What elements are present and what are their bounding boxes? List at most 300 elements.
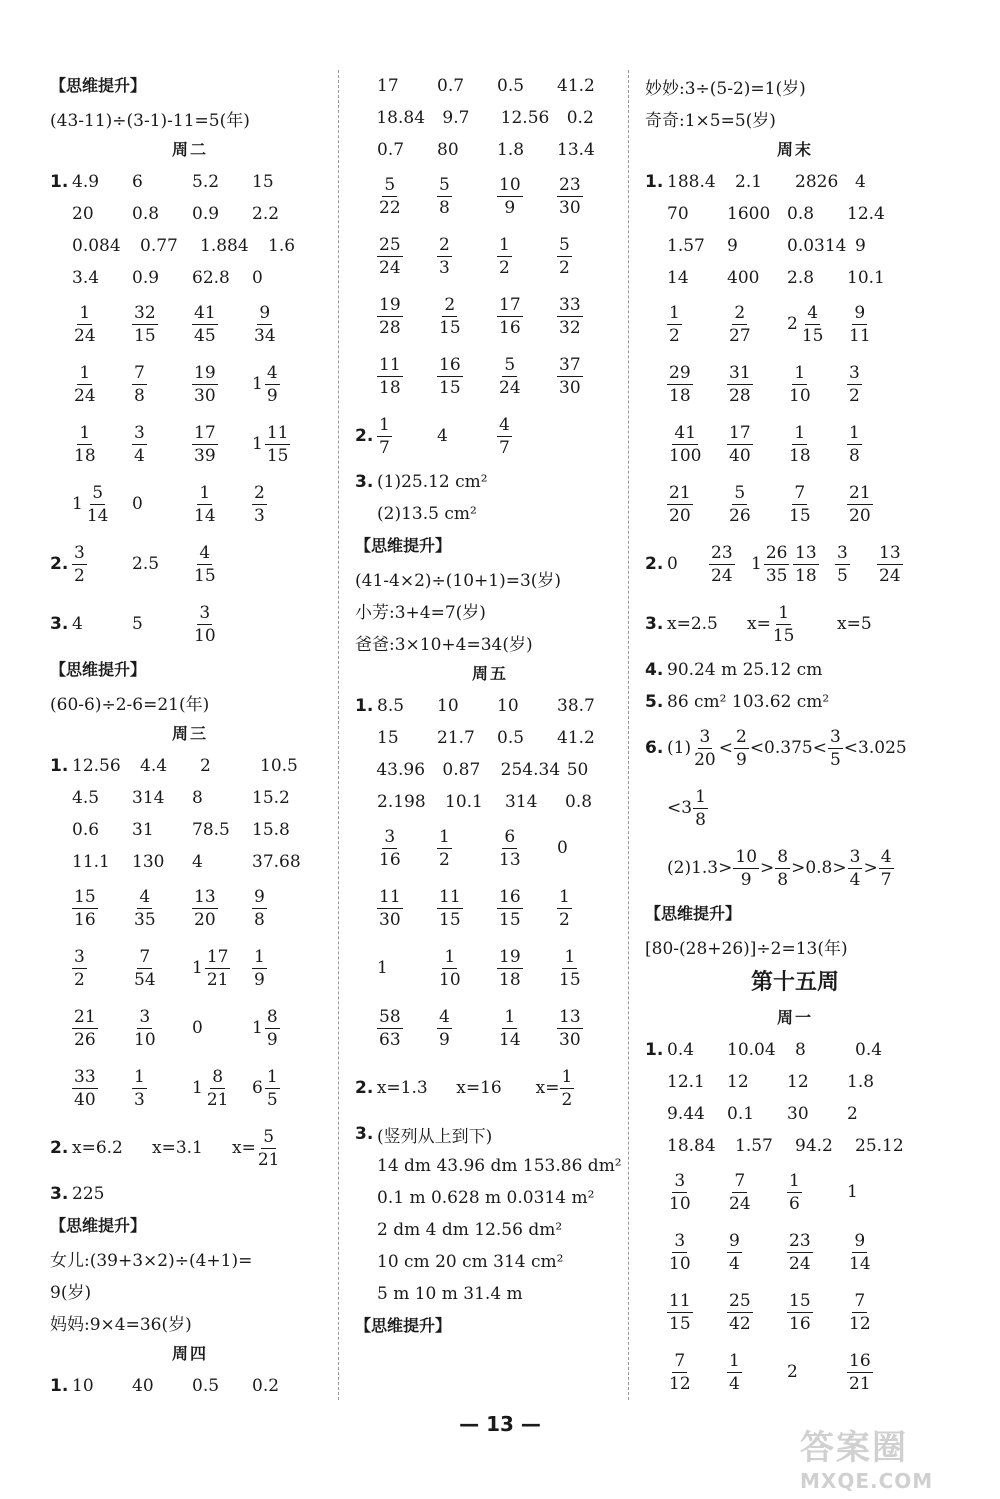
answer-cell — [192, 886, 252, 931]
answer-value: 0.5 — [497, 728, 525, 748]
answer-row — [645, 230, 945, 262]
answer-row — [50, 262, 330, 294]
answer-text: <0.375< — [749, 738, 827, 758]
answer-text: [80-(28+26)]÷2=13(年) — [645, 938, 848, 959]
answer-value: 314 — [132, 788, 165, 808]
fraction — [377, 354, 403, 399]
numerator: 1 — [669, 302, 680, 323]
fraction — [667, 422, 703, 467]
fraction — [252, 302, 278, 347]
answer-row — [645, 1282, 945, 1342]
numerator: 1 — [561, 1066, 573, 1087]
numerator: 5 — [559, 234, 570, 255]
answer-cell — [437, 1006, 497, 1051]
fraction — [787, 422, 813, 467]
section-heading: 【思维提升】 — [50, 1216, 147, 1235]
answer-cell — [847, 1230, 907, 1275]
denominator: 8 — [695, 809, 706, 830]
answer-row — [50, 846, 330, 878]
question-number: 1. — [50, 172, 69, 192]
answer-text: 0.1 m 0.628 m 0.0314 m² — [377, 1188, 595, 1208]
answer-cell — [847, 422, 907, 467]
answer-text: 1 — [847, 1182, 858, 1202]
answer-value — [192, 482, 218, 527]
answer-value — [667, 422, 703, 467]
answer-value: 4.4 — [140, 756, 168, 776]
numerator: 5 — [92, 482, 104, 503]
answer-cell — [72, 542, 132, 587]
answer-value — [847, 482, 873, 527]
answer-value — [497, 886, 523, 931]
answer-cell — [667, 614, 747, 634]
fraction — [847, 302, 873, 347]
denominator: 40 — [74, 1089, 96, 1110]
numerator: 29 — [669, 362, 691, 383]
denominator: 30 — [194, 385, 216, 406]
answer-value: 10.5 — [260, 756, 298, 776]
fraction — [192, 886, 218, 931]
answer-value: 31 — [132, 820, 154, 840]
answer-value — [727, 1290, 753, 1335]
fraction — [709, 542, 735, 587]
answer-cell — [377, 958, 437, 978]
numerator: 37 — [559, 354, 581, 375]
question-number: 3. — [355, 472, 374, 492]
answer-text: (41-4×2)÷(10+1)=3(岁) — [355, 570, 562, 591]
answer-value: 254.34 — [500, 760, 561, 780]
fraction — [727, 422, 753, 467]
answer-cell — [252, 886, 312, 931]
answer-cell — [377, 1078, 456, 1098]
answer-value: 4 — [855, 172, 866, 192]
answer-line — [355, 1150, 625, 1182]
answer-value — [377, 1078, 428, 1098]
question-number: 5. — [645, 692, 664, 712]
answer-value — [877, 542, 903, 587]
question-number: 6. — [645, 738, 664, 758]
fraction — [727, 302, 753, 347]
answer-value — [878, 846, 895, 891]
answer-text: (43-11)÷(3-1)-11=5(年) — [50, 110, 250, 131]
fraction — [847, 422, 862, 467]
answer-cell — [787, 302, 847, 347]
denominator: 34 — [254, 325, 276, 346]
numerator: 3 — [74, 946, 85, 967]
answer-value — [787, 362, 813, 407]
answer-text: 2 — [787, 1362, 798, 1382]
answer-value: 3.4 — [72, 268, 100, 288]
answer-cell — [787, 1170, 847, 1215]
answer-row — [645, 1034, 945, 1066]
answer-row — [50, 1058, 330, 1118]
answer-row — [355, 166, 625, 226]
answer-row — [50, 782, 330, 814]
denominator: 30 — [379, 909, 401, 930]
denominator: 9 — [266, 385, 278, 406]
answer-value — [847, 1350, 873, 1395]
answer-text: (1) — [667, 738, 692, 758]
fraction — [437, 886, 463, 931]
answer-value: 8 — [192, 788, 203, 808]
fraction — [265, 422, 291, 467]
day-heading: 周五 — [471, 664, 508, 683]
denominator: 2 — [499, 257, 510, 278]
answer-value — [132, 422, 147, 467]
answer-value: 12 — [787, 1072, 809, 1092]
denominator: 24 — [879, 565, 901, 586]
fraction — [72, 946, 87, 991]
numerator: 11 — [439, 886, 461, 907]
fraction — [72, 1066, 98, 1111]
answer-value — [252, 1066, 280, 1111]
answer-cell — [497, 354, 557, 399]
answer-value: 0.7 — [377, 140, 405, 160]
answer-value: 0.9 — [192, 204, 220, 224]
answer-row — [50, 1370, 330, 1402]
answer-cell — [847, 1350, 907, 1395]
fraction — [265, 1006, 280, 1051]
answer-value — [377, 414, 392, 459]
answer-value — [667, 798, 692, 818]
fraction — [265, 1066, 280, 1111]
denominator: 14 — [86, 505, 109, 526]
numerator: 3 — [134, 422, 145, 443]
fraction — [727, 362, 753, 407]
answer-cell — [437, 826, 497, 871]
fraction — [72, 886, 98, 931]
answer-cell — [192, 1018, 252, 1038]
fraction — [771, 602, 797, 647]
numerator: 1 — [444, 946, 456, 967]
answer-value: 0.0314 — [787, 236, 847, 256]
answer-value: 20 — [72, 204, 94, 224]
denominator: 30 — [559, 377, 581, 398]
denominator: 30 — [559, 1029, 581, 1050]
answer-cell — [192, 362, 252, 407]
answer-cell — [132, 1066, 192, 1111]
answer-line — [355, 1278, 625, 1310]
answer-cell — [72, 422, 132, 467]
answer-text: (2)13.5 cm² — [377, 504, 477, 524]
answer-value: 10 — [437, 696, 459, 716]
answer-line — [50, 1274, 330, 1306]
numerator: 19 — [499, 946, 521, 967]
answer-value: 0.7 — [437, 76, 465, 96]
answer-value: 2.198 — [377, 792, 426, 812]
answer-row — [645, 1342, 945, 1402]
numerator: 2 — [734, 302, 746, 323]
answer-cell — [497, 174, 557, 219]
answer-value — [847, 362, 862, 407]
answer-row — [355, 690, 625, 722]
answer-cell — [557, 354, 617, 399]
answer-value — [557, 294, 583, 339]
mixed-whole: 1 — [72, 494, 83, 514]
mixed-whole: 1 — [252, 434, 263, 454]
denominator: 20 — [849, 505, 871, 526]
answer-value — [747, 602, 796, 647]
numerator: 8 — [266, 1006, 278, 1027]
mixed-whole: 1 — [252, 374, 263, 394]
mixed-whole: 6 — [252, 1078, 263, 1098]
answer-value: 0.2 — [566, 108, 594, 128]
numerator: 21 — [849, 482, 871, 503]
day-heading: 周二 — [171, 140, 208, 159]
numerator: 4 — [139, 886, 151, 907]
answer-value: 8 — [795, 1040, 806, 1060]
answer-line — [355, 562, 625, 594]
answer-row — [355, 818, 625, 878]
numerator: 13 — [879, 542, 901, 563]
question-number: 2. — [50, 554, 69, 574]
answer-row — [645, 1098, 945, 1130]
answer-cell — [192, 1066, 252, 1111]
denominator: 22 — [379, 197, 401, 218]
answer-value — [132, 886, 158, 931]
mixed-whole: 2 — [787, 314, 798, 334]
numerator: 32 — [134, 302, 156, 323]
answer-value: 2 — [847, 1104, 858, 1124]
section-heading: 【思维提升】 — [355, 536, 452, 555]
mixed-whole: 1 — [192, 958, 203, 978]
numerator: 4 — [266, 362, 278, 383]
numerator: 31 — [729, 362, 751, 383]
answer-value: 0.5 — [192, 1376, 220, 1396]
numerator: 23 — [559, 174, 581, 195]
answer-cell — [456, 1078, 535, 1098]
answer-value — [774, 846, 791, 891]
answer-text: 0 — [667, 554, 678, 574]
answer-cell — [192, 602, 252, 647]
answer-row — [355, 998, 625, 1058]
numerator: 7 — [139, 946, 151, 967]
fraction — [557, 1006, 583, 1051]
numerator: 16 — [849, 1350, 871, 1371]
answer-row — [50, 998, 330, 1058]
numerator: 3 — [384, 826, 396, 847]
denominator: 7 — [880, 869, 892, 890]
numerator: 6 — [504, 826, 516, 847]
answer-value: 62.8 — [192, 268, 230, 288]
answer-value — [377, 294, 403, 339]
answer-value — [192, 302, 218, 347]
denominator: 3 — [254, 505, 265, 526]
denominator: 9 — [254, 969, 265, 990]
fraction — [205, 946, 231, 991]
answer-row — [645, 1066, 945, 1098]
answer-value — [497, 1006, 523, 1051]
answer-value: 6 — [132, 172, 143, 192]
answer-cell — [132, 886, 192, 931]
fraction — [205, 1066, 231, 1111]
fraction — [192, 422, 218, 467]
fraction — [192, 302, 218, 347]
numerator: 4 — [880, 846, 892, 867]
answer-value: 1.884 — [200, 236, 249, 256]
answer-value: 8.5 — [377, 696, 405, 716]
numerator: 3 — [837, 542, 848, 563]
mixed-whole: 1 — [252, 1018, 263, 1038]
denominator: 16 — [379, 849, 401, 870]
answer-value — [192, 886, 218, 931]
answer-value — [72, 362, 98, 407]
denominator: 35 — [765, 565, 788, 586]
denominator: 7 — [499, 437, 510, 458]
answer-value — [727, 422, 753, 467]
fraction — [692, 726, 718, 771]
answer-cell — [252, 1066, 312, 1111]
denominator: 15 — [801, 325, 824, 346]
numerator: 58 — [379, 1006, 401, 1027]
answer-row — [645, 534, 945, 594]
answer-row — [355, 286, 625, 346]
fraction — [848, 846, 863, 891]
answer-row — [645, 414, 945, 474]
denominator: 18 — [669, 385, 691, 406]
denominator: 9 — [266, 1029, 278, 1050]
fraction — [72, 422, 98, 467]
denominator: 24 — [74, 325, 96, 346]
fraction — [132, 302, 158, 347]
fraction — [72, 362, 98, 407]
fraction — [377, 886, 403, 931]
question-number: 3. — [645, 614, 664, 634]
answer-value — [252, 946, 267, 991]
numerator: 23 — [711, 542, 733, 563]
answer-value — [837, 614, 872, 634]
answer-value — [727, 1350, 742, 1395]
answer-line — [50, 102, 330, 134]
answer-value: 41.2 — [557, 76, 595, 96]
denominator: 10 — [194, 625, 216, 646]
numerator: 9 — [854, 1230, 866, 1251]
answer-value: 21.7 — [437, 728, 475, 748]
numerator: 1 — [564, 946, 576, 967]
fraction — [85, 482, 111, 527]
answer-value — [727, 1230, 742, 1275]
fraction — [667, 1170, 693, 1215]
answer-value — [377, 958, 388, 978]
denominator: 2 — [74, 969, 85, 990]
answer-text: x=5 — [837, 614, 872, 634]
question-number: 2. — [645, 554, 664, 574]
watermark-title: 答案圈 — [800, 1428, 908, 1468]
numerator: 1 — [729, 1350, 740, 1371]
numerator: 25 — [729, 1290, 751, 1311]
answer-value — [667, 1290, 693, 1335]
fraction — [497, 826, 523, 871]
denominator: 21 — [849, 1373, 871, 1394]
answer-value — [732, 846, 760, 891]
denominator: 8 — [254, 909, 265, 930]
answer-cell — [252, 946, 312, 991]
answer-cell — [497, 1006, 557, 1051]
denominator: 27 — [729, 325, 751, 346]
question-number: 2. — [50, 1138, 69, 1158]
answer-cell — [232, 1126, 322, 1171]
answer-value — [497, 414, 512, 459]
answer-value — [192, 1018, 203, 1038]
answer-value: 9.7 — [442, 108, 470, 128]
answer-value: 43.96 — [376, 760, 426, 780]
answer-cell — [132, 422, 192, 467]
numerator: 1 — [559, 886, 570, 907]
answer-line — [645, 654, 945, 686]
question-number: 3. — [50, 614, 69, 634]
numerator: 13 — [795, 542, 817, 563]
fraction — [764, 542, 790, 587]
numerator: 11 — [379, 354, 401, 375]
answer-value: 41.2 — [557, 728, 595, 748]
fraction — [847, 1230, 873, 1275]
fraction — [377, 174, 403, 219]
answer-cell — [437, 354, 497, 399]
answer-value — [787, 1362, 798, 1382]
answer-value — [847, 1290, 873, 1335]
answer-cell — [847, 362, 907, 407]
answer-cell — [847, 1290, 907, 1335]
answer-value: 78.5 — [192, 820, 230, 840]
denominator: 24 — [379, 257, 401, 278]
numerator: 13 — [559, 1006, 581, 1027]
answer-value: 0.8 — [787, 204, 815, 224]
answer-text: 4 — [437, 426, 448, 446]
denominator: 42 — [729, 1313, 751, 1334]
numerator: 1 — [379, 414, 390, 435]
answer-value: 0.6 — [72, 820, 100, 840]
answer-row — [355, 878, 625, 938]
answer-row — [355, 722, 625, 754]
answer-cell — [787, 482, 847, 527]
answer-row — [645, 594, 945, 654]
answer-value — [787, 1230, 813, 1275]
denominator: 15 — [439, 909, 461, 930]
watermark-domain: MXQE.COM — [800, 1469, 934, 1493]
denominator: 28 — [379, 317, 401, 338]
answer-value: 50 — [566, 760, 589, 780]
answer-value: 0.8 — [565, 792, 593, 812]
answer-value — [232, 1126, 281, 1171]
answer-value: 10.1 — [445, 792, 483, 812]
numerator: 1 — [266, 1066, 278, 1087]
numerator: 26 — [765, 542, 788, 563]
numerator: 4 — [439, 1006, 450, 1027]
answer-cell — [793, 542, 835, 587]
answer-value — [787, 302, 825, 347]
denominator: 14 — [849, 1253, 871, 1274]
answer-value — [456, 1078, 501, 1098]
answer-value — [252, 362, 280, 407]
answer-line — [355, 1118, 625, 1150]
answer-cell — [72, 614, 132, 634]
answer-value — [497, 354, 523, 399]
answer-value: 10 — [72, 1376, 94, 1396]
fraction — [847, 1290, 873, 1335]
answer-value: 80 — [437, 140, 459, 160]
numerator: 9 — [854, 302, 866, 323]
answer-text: 4 — [72, 614, 83, 634]
numerator: 41 — [674, 422, 697, 443]
denominator: 63 — [379, 1029, 401, 1050]
answer-text: 5 m 10 m 31.4 m — [377, 1284, 523, 1304]
answer-value — [557, 1006, 583, 1051]
numerator: 19 — [379, 294, 401, 315]
answer-value — [377, 1006, 403, 1051]
answer-line — [355, 626, 625, 658]
numerator: 5 — [263, 1126, 275, 1147]
answer-text: 爸爸:3×10+4=34(岁) — [355, 634, 533, 655]
answer-text: 小芳:3+4=7(岁) — [355, 602, 486, 623]
